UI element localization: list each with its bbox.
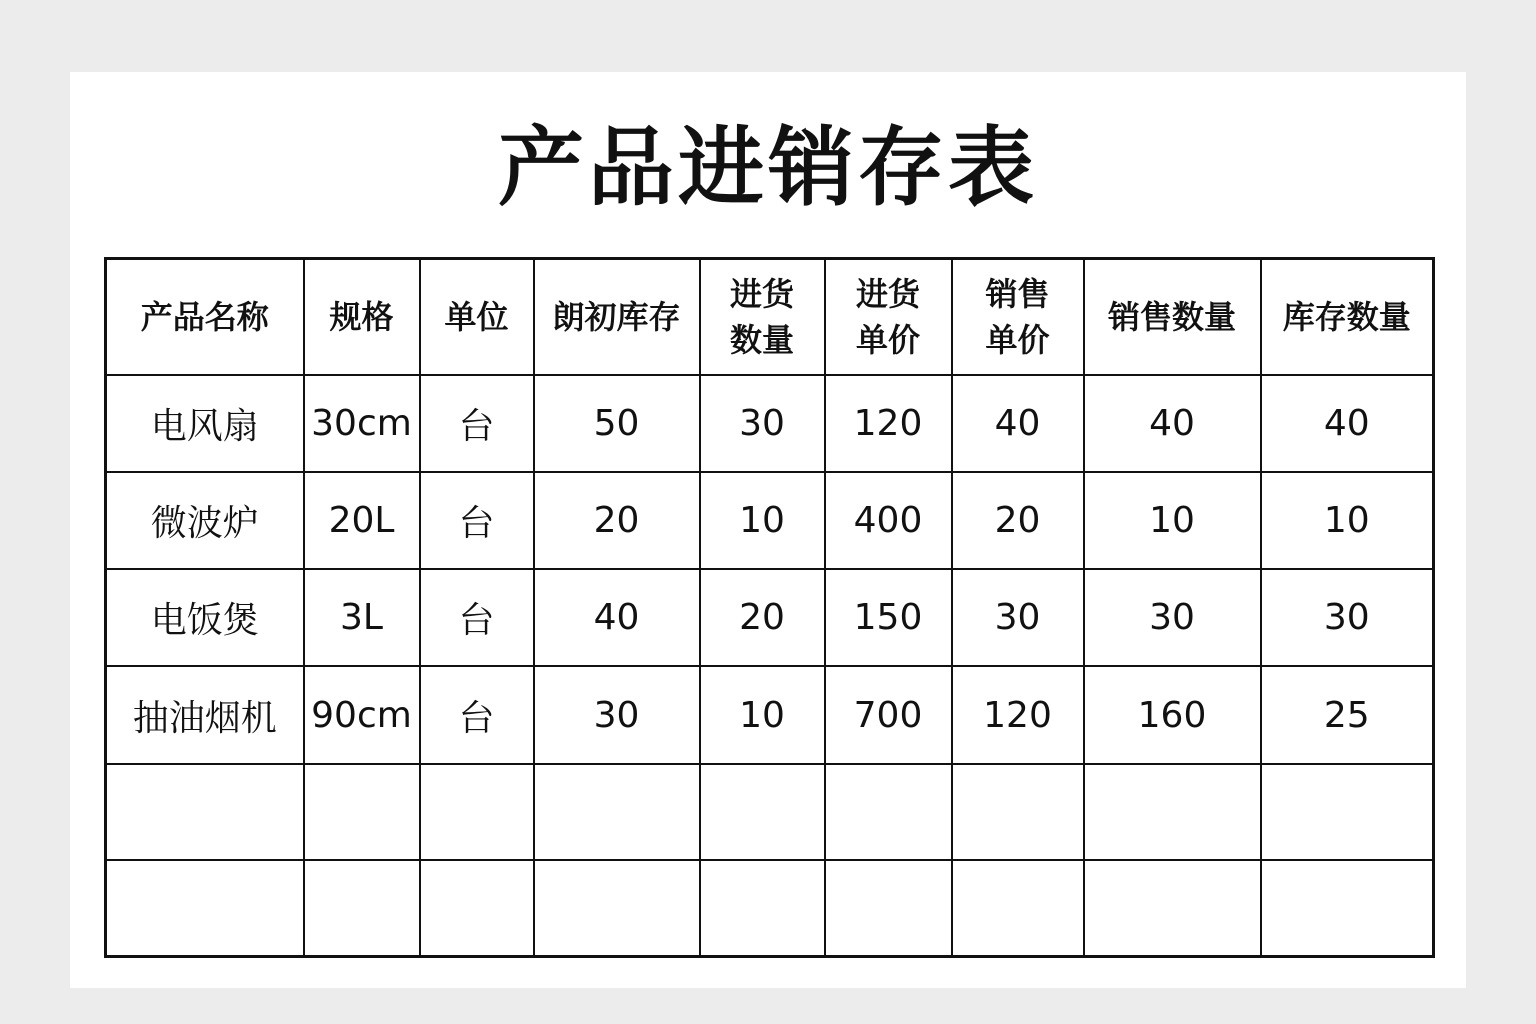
cell-sales-qty: 30 [1084,569,1261,666]
cell-sales-qty: 160 [1084,666,1261,763]
header-unit: 单位 [420,259,534,376]
empty-cell [825,860,952,957]
cell-purchase-qty: 10 [700,666,825,763]
empty-cell [825,764,952,860]
cell-sales-qty: 10 [1084,472,1261,569]
cell-sales-price: 120 [952,666,1084,763]
table-row [106,569,1434,666]
header-purchase-qty: 进货 数量 [700,259,825,376]
header-sales-price: 销售 单价 [952,259,1084,376]
empty-cell [420,860,534,957]
empty-table-row [106,860,1434,957]
empty-cell [1261,764,1434,860]
empty-cell [700,764,825,860]
cell-spec: 20L [304,472,420,569]
cell-purchase-qty: 10 [700,472,825,569]
cell-opening-stock: 50 [534,375,700,472]
empty-cell [304,764,420,860]
cell-sales-qty: 40 [1084,375,1261,472]
empty-cell [700,860,825,957]
empty-table-row [106,764,1434,860]
header-purchase-price: 进货 单价 [825,259,952,376]
cell-sales-price: 30 [952,569,1084,666]
inventory-table [104,257,1435,958]
document-title: 产品进销存表 [498,118,1038,218]
empty-cell [952,860,1084,957]
cell-unit: 台 [420,375,534,472]
cell-stock-qty: 25 [1261,666,1434,763]
empty-cell [534,764,700,860]
cell-opening-stock: 30 [534,666,700,763]
empty-cell [1084,860,1261,957]
cell-opening-stock: 40 [534,569,700,666]
empty-cell [304,860,420,957]
table-row [106,375,1434,472]
cell-purchase-price: 150 [825,569,952,666]
cell-product-name: 电风扇 [106,375,304,472]
cell-unit: 台 [420,472,534,569]
cell-opening-stock: 20 [534,472,700,569]
header-stock-qty: 库存数量 [1261,259,1434,376]
empty-cell [1261,860,1434,957]
cell-unit: 台 [420,666,534,763]
header-row [106,259,1434,376]
cell-stock-qty: 30 [1261,569,1434,666]
empty-cell [952,764,1084,860]
empty-cell [1084,764,1261,860]
header-sales-qty: 销售数量 [1084,259,1261,376]
header-spec: 规格 [304,259,420,376]
cell-product-name: 抽油烟机 [106,666,304,763]
cell-stock-qty: 40 [1261,375,1434,472]
cell-unit: 台 [420,569,534,666]
cell-sales-price: 20 [952,472,1084,569]
cell-product-name: 电饭煲 [106,569,304,666]
cell-purchase-qty: 30 [700,375,825,472]
empty-cell [106,860,304,957]
cell-purchase-qty: 20 [700,569,825,666]
cell-spec: 30cm [304,375,420,472]
table-row [106,472,1434,569]
cell-purchase-price: 120 [825,375,952,472]
cell-spec: 90cm [304,666,420,763]
table-row [106,666,1434,763]
empty-cell [534,860,700,957]
cell-purchase-price: 700 [825,666,952,763]
cell-sales-price: 40 [952,375,1084,472]
cell-spec: 3L [304,569,420,666]
header-opening-stock: 朗初库存 [534,259,700,376]
cell-product-name: 微波炉 [106,472,304,569]
empty-cell [106,764,304,860]
empty-cell [420,764,534,860]
header-product-name: 产品名称 [106,259,304,376]
cell-stock-qty: 10 [1261,472,1434,569]
cell-purchase-price: 400 [825,472,952,569]
